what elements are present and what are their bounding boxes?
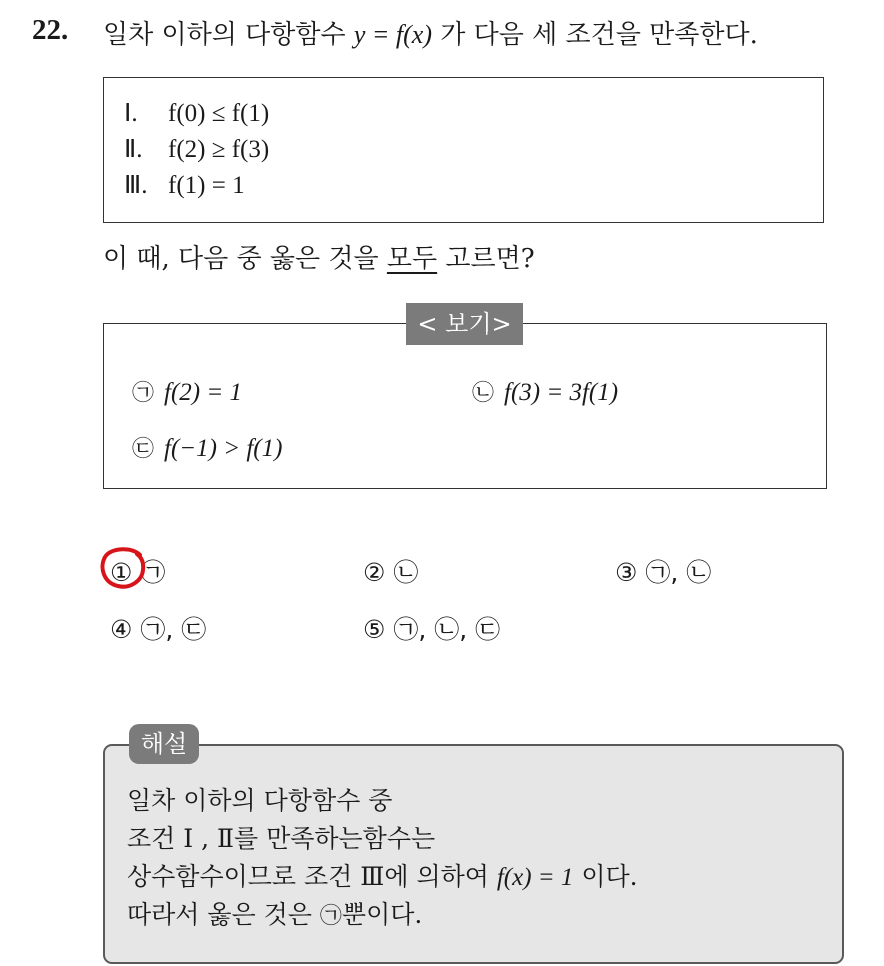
exp-text: 따라서 옳은 것은 — [127, 900, 320, 929]
bogi-item-1 — [132, 376, 242, 407]
question-stem — [103, 14, 758, 51]
exp-text: 상수함수이므로 조건 — [127, 862, 361, 891]
choice-text: ㉠, ㉢ — [140, 615, 207, 644]
explanation-line-2 — [127, 819, 435, 855]
ask-underlined: 모두 — [386, 244, 438, 274]
choice-number: ② — [363, 558, 386, 587]
question-ask — [103, 238, 535, 275]
bogi-expr: f(3) = 3f(1) — [504, 379, 619, 406]
answer-circle-mark — [99, 546, 147, 590]
condition-expr: f(1) = 1 — [168, 172, 245, 199]
stem-text-post: 가 다음 세 조건을 만족한다. — [432, 20, 758, 50]
explanation-line-4 — [127, 895, 422, 931]
bogi-expr: f(−1) > f(1) — [164, 435, 283, 462]
exp-text: 조건 — [127, 824, 184, 853]
explanation-line-3 — [127, 857, 638, 893]
condition-expr: f(0) ≤ f(1) — [168, 100, 270, 127]
exp-math: f(x) = 1 — [496, 864, 574, 891]
exp-roman: Ⅱ — [216, 824, 234, 853]
bogi-expr: f(2) = 1 — [164, 379, 242, 406]
bogi-item-3 — [132, 432, 282, 463]
stem-text-pre: 일차 이하의 다항함수 — [103, 20, 354, 50]
condition-2 — [124, 134, 269, 164]
condition-label: Ⅲ. — [124, 172, 148, 199]
choice-number: ⑤ — [363, 615, 386, 644]
choice-3[interactable] — [615, 553, 711, 589]
exp-text: 를 만족하는함수는 — [233, 824, 436, 853]
conditions-box — [103, 77, 824, 223]
choice-text: ㉠, ㉡ — [645, 558, 712, 587]
choice-4[interactable] — [110, 610, 206, 646]
explanation-line-1: 일차 이하의 다항함수 중 — [127, 786, 393, 815]
condition-3 — [124, 170, 245, 200]
question-number: 22. — [32, 14, 69, 46]
bogi-marker: ㉢ — [132, 437, 155, 462]
choice-number: ④ — [110, 615, 133, 644]
ask-post: 고르면? — [437, 244, 535, 274]
bogi-label: < 보기> — [406, 303, 523, 345]
condition-1 — [124, 98, 269, 128]
exp-text: 에 의하여 — [384, 862, 497, 891]
bogi-marker: ㉠ — [132, 381, 155, 406]
choice-5[interactable] — [363, 610, 500, 646]
exp-marker: ㉠ — [319, 904, 342, 929]
exp-text: 뿐이다. — [341, 900, 423, 929]
exp-roman: Ⅲ — [360, 862, 385, 891]
exp-text: 이다. — [573, 862, 638, 891]
choice-text: ㉠, ㉡, ㉢ — [393, 615, 501, 644]
exp-roman: Ⅰ — [183, 824, 194, 853]
choice-2[interactable] — [363, 553, 418, 589]
stem-math: y = f(x) — [353, 20, 433, 49]
bogi-item-2 — [472, 376, 618, 407]
exp-text: , — [193, 824, 217, 853]
condition-label: Ⅰ. — [124, 100, 138, 127]
choice-number: ① — [110, 558, 133, 587]
ask-pre: 이 때, 다음 중 옳은 것을 — [103, 244, 387, 274]
choice-number: ③ — [615, 558, 638, 587]
explanation-label: 해설 — [129, 724, 199, 764]
choice-text: ㉠ — [140, 558, 166, 587]
condition-expr: f(2) ≥ f(3) — [168, 136, 270, 163]
bogi-box — [103, 323, 827, 489]
bogi-marker: ㉡ — [472, 381, 495, 406]
choice-text: ㉡ — [393, 558, 419, 587]
condition-label: Ⅱ. — [124, 136, 143, 163]
